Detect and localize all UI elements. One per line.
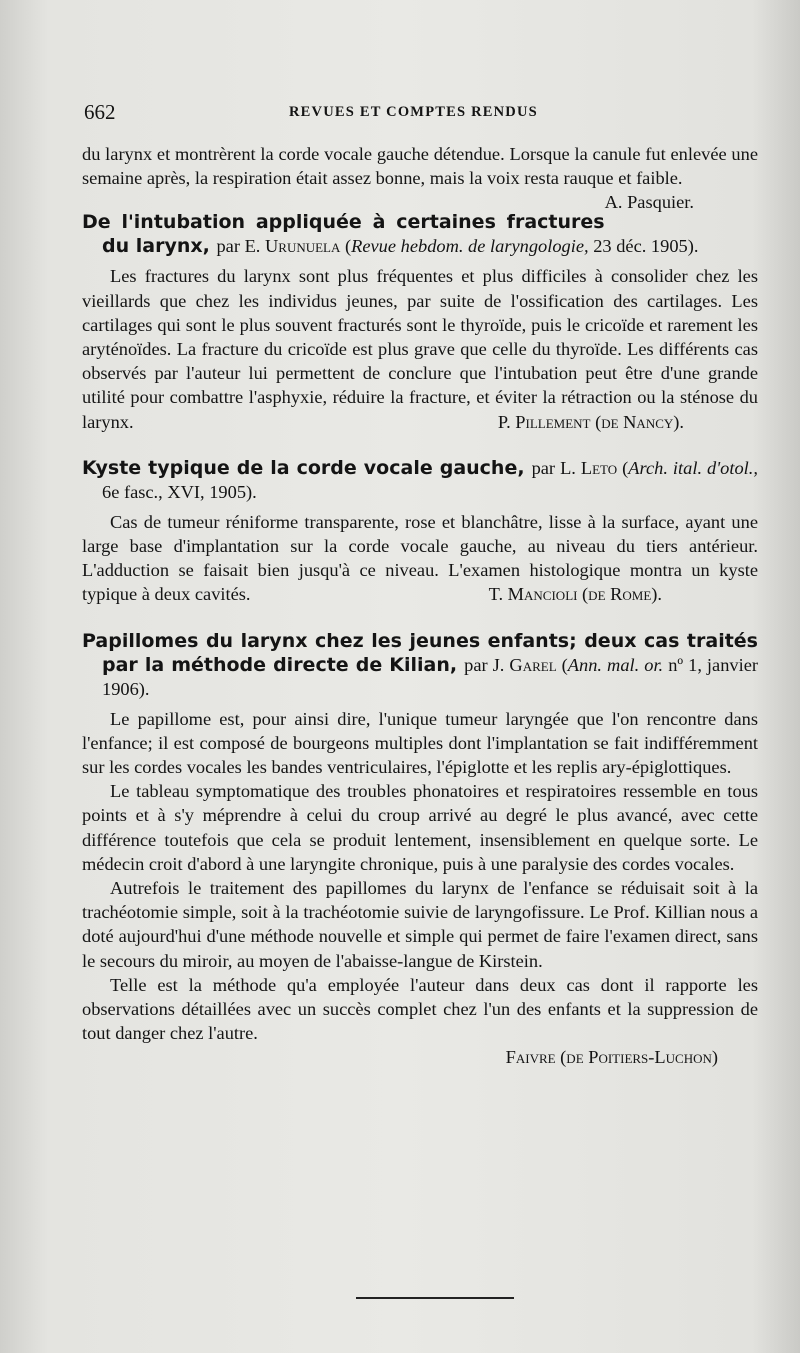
article-reference: par E. Urunuela (Revue hebdom. de laryngologie, 23 déc. 1905).	[216, 236, 699, 257]
page-number: 662	[84, 100, 116, 124]
article-date: 23 déc. 1905).	[593, 236, 699, 257]
signature: T. Mancioli (de Rome).	[488, 584, 662, 605]
review-article-1	[82, 210, 758, 433]
article-title-text: Kyste typique de la corde vocale gauche,	[82, 456, 525, 479]
by-word: par	[464, 654, 488, 675]
signature: Faivre (de Poitiers-Luchon)	[505, 1047, 718, 1068]
abstract-paragraph: Le papillome est, pour ainsi dire, l'unique tumeur laryngée que l'on rencontre dans l'enfance; il est composé de bourgeons multiples dont l'implantation se fait indifféremment sur les cordes vocales les bandes ventriculaires, l'épiglotte et les replis ary-épiglottiques.	[82, 708, 758, 778]
page-body	[82, 142, 758, 1070]
by-word: par	[531, 457, 556, 478]
article-date: nº 1, janvier 1906).	[102, 654, 758, 699]
abstract-paragraph	[82, 510, 758, 607]
abstract-paragraph: Telle est la méthode qu'a employée l'auteur dans deux cas dont il rapporte les observations détaillées avec un succès complet chez l'un des enfants et la suppression de tout danger chez l'autre.	[82, 974, 758, 1044]
review-article-2	[82, 456, 758, 607]
article-author: J. Garel	[492, 654, 557, 675]
article-title	[82, 210, 758, 258]
abstract-paragraph: Le tableau symptomatique des troubles phonatoires et respiratoires ressemble en tous points et à s'y méprendre à celui du croup arrivé au degré le plus avancé, avec cette différence toutefois que cela se produit lentement, insensiblement en quelque sorte. Le médecin croit d'abord à une laryngite chronique, puis à une paralysie des cordes vocales.	[82, 781, 758, 874]
article-source: Revue hebdom. de laryngologie,	[351, 236, 589, 257]
article-title	[82, 456, 758, 504]
article-title-text: De l'intubation appliquée à certaines fractures du larynx,	[82, 211, 605, 258]
abstract-text: Cas de tumeur réniforme transparente, rose et blanchâtre, lisse à la surface, ayant une large base d'implantation sur la corde vocale gauche, au niveau du tiers antérieur. L'adduction se faisait bien jusqu'à ce niveau. L'examen histologique montra un kyste typique à deux cavités.	[82, 511, 758, 605]
signature: A. Pasquier.	[604, 192, 694, 213]
article-author: E. Urunuela	[244, 236, 341, 257]
article-title-text: Papillomes du larynx chez les jeunes enfants; deux cas traités par la méthode directe de Kilian,	[82, 629, 758, 676]
article-reference: par J. Garel (Ann. mal. or. nº 1, janvier 1906).	[102, 654, 758, 699]
running-title: REVUES ET COMPTES RENDUS	[289, 104, 538, 120]
end-rule	[356, 1297, 514, 1299]
article-title	[82, 629, 758, 701]
abstract-paragraph: Autrefois le traitement des papillomes du larynx de l'enfance se réduisait soit à la trachéotomie simple, soit à la trachéotomie suivie de laryngofissure. Le Prof. Killian nous a doté aujourd'hui d'une méthode nouvelle et simple qui permet de faire l'examen direct, sans le secours du miroir, au moyen de l'abaisse-langue de Kirstein.	[82, 878, 758, 971]
signature: P. Pillement (de Nancy).	[497, 411, 684, 432]
page-header	[84, 100, 764, 130]
by-word: par	[216, 236, 240, 257]
article-source: Arch. ital. d'otol.,	[628, 457, 758, 478]
abstract-paragraph	[82, 264, 758, 433]
article-source: Ann. mal. or.	[567, 654, 664, 675]
article-reference: par L. Leto (Arch. ital. d'otol., 6e fasc., XVI, 1905).	[102, 457, 758, 502]
article-author: L. Leto	[560, 457, 618, 478]
abstract-text: Les fractures du larynx sont plus fréquentes et plus difficiles à consolider chez les vieillards que chez les individus jeunes, par suite de l'ossification des cartilages. Les cartilages qui sont le plus souvent fracturés sont le thyroïde, puis le cricoïde et rarement les aryténoïdes. La fracture du cricoïde est plus grave que celle du thyroïde. Les différents cas observés par l'auteur lui permettent de conclure que l'intubation peut être d'une grande utilité pour combattre l'asphyxie, réduire la fracture, et éviter la rétraction ou la sténose du larynx.	[82, 266, 758, 432]
continuation-text: du larynx et montrèrent la corde vocale gauche détendue. Lorsque la canule fut enlevée une semaine après, la respiration était assez bonne, mais la voix resta rauque et faible.	[82, 144, 758, 189]
continuation-paragraph	[82, 142, 758, 213]
review-article-3	[82, 629, 758, 1070]
article-date: 6e fasc., XVI, 1905).	[102, 481, 257, 502]
